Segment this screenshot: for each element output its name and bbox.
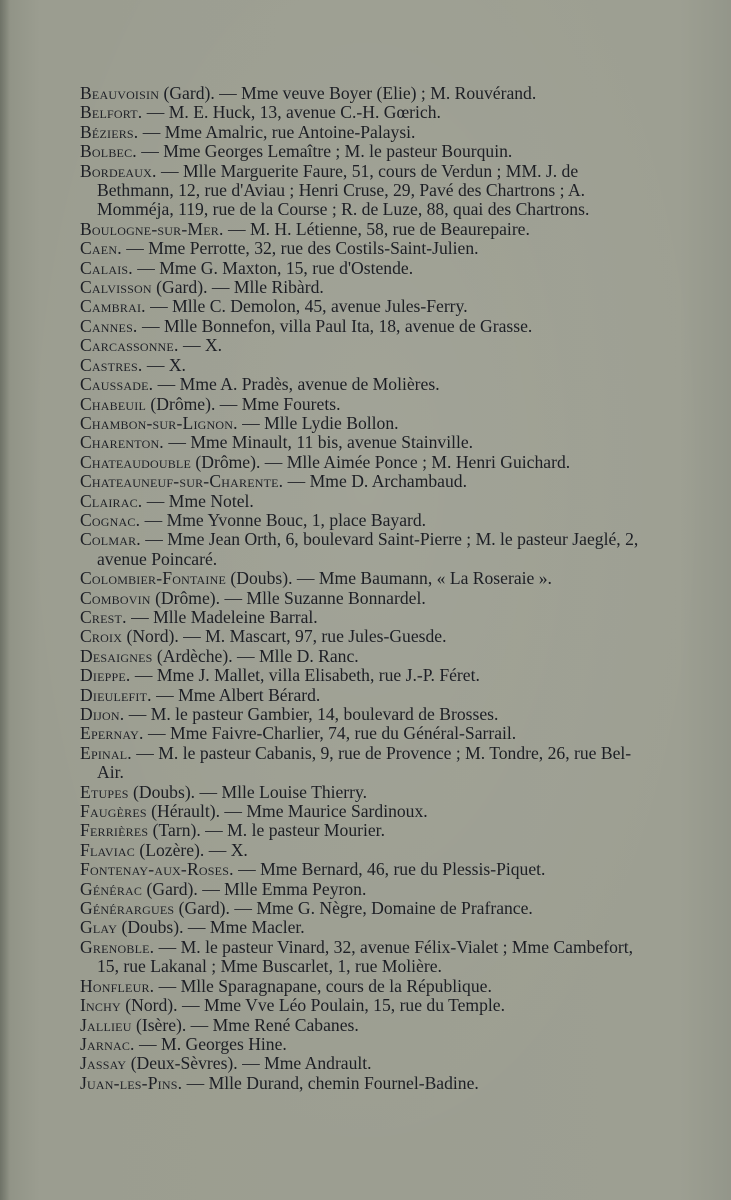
directory-entry	[80, 666, 640, 685]
entry-text: — M. Georges Hine.	[134, 1033, 287, 1054]
entry-text: — Mlle Sparagnapane, cours de la République.	[154, 975, 492, 996]
place-name: Flaviac	[80, 839, 135, 860]
place-name: Caussade.	[80, 374, 154, 395]
directory-entry	[80, 511, 640, 530]
directory-entry	[80, 103, 640, 122]
place-name: Caen.	[80, 238, 122, 259]
entry-text: — Mlle Marguerite Faure, 51, cours de Verdun ; MM. J. de Bethmann, 12, rue d'Aviau ; Henri Cruse, 29, Pavé des Chartrons ; A. Momméja, 119, rue de la Course ; R. de Luze, 88, quai des Chartrons.	[97, 160, 590, 220]
entry-text: (Drôme). — Mlle Suzanne Bonnardel.	[150, 587, 426, 608]
directory-entry	[80, 724, 640, 743]
place-name: Chambon-sur-Lignon.	[80, 412, 238, 433]
place-name: Carcassonne.	[80, 335, 179, 356]
directory-entry	[80, 530, 640, 569]
entry-text: — Mme A. Pradès, avenue de Molières.	[153, 374, 440, 395]
place-name: Jassay	[80, 1053, 127, 1074]
place-name: Calvisson	[80, 277, 152, 298]
entry-text: (Nord). — M. Mascart, 97, rue Jules-Guesde.	[122, 626, 447, 647]
directory-entry	[80, 686, 640, 705]
place-name: Boulogne-sur-Mer.	[80, 218, 224, 239]
entry-text: — Mme Perrotte, 32, rue des Costils-Saint-Julien.	[121, 238, 479, 259]
directory-entry	[80, 395, 640, 414]
place-name: Grenoble.	[80, 936, 155, 957]
entry-text: (Hérault). — Mme Maurice Sardinoux.	[146, 801, 428, 822]
entry-text: (Nord). — Mme Vve Léo Poulain, 15, rue du Temple.	[120, 995, 506, 1016]
entry-text: — M. H. Létienne, 58, rue de Beaurepaire.	[223, 218, 530, 239]
place-name: Chateaudouble	[80, 451, 191, 472]
place-name: Colombier-Fontaine	[80, 568, 227, 589]
directory-entry	[80, 259, 640, 278]
directory-entry	[80, 278, 640, 297]
directory-entry	[80, 627, 640, 646]
entry-text: (Tarn). — M. le pasteur Mourier.	[148, 820, 385, 841]
place-name: Cognac.	[80, 509, 141, 530]
place-name: Cambrai.	[80, 296, 146, 317]
directory-entry	[80, 802, 640, 821]
entry-text: — Mme Bernard, 46, rue du Plessis-Piquet.	[233, 859, 546, 880]
place-name: Béziers.	[80, 121, 139, 142]
entry-text: — Mlle C. Demolon, 45, avenue Jules-Ferry.	[145, 296, 468, 317]
entry-text: — Mlle Lydie Bollon.	[237, 412, 399, 433]
directory-entry	[80, 220, 640, 239]
directory-entry	[80, 860, 640, 879]
place-name: Castres.	[80, 354, 143, 375]
place-name: Desaignes	[80, 645, 153, 666]
place-name: Epinal.	[80, 742, 132, 763]
directory-entry	[80, 899, 640, 918]
directory-entry	[80, 821, 640, 840]
entry-text: (Gard). — Mlle Ribàrd.	[151, 277, 324, 298]
directory-entry	[80, 841, 640, 860]
place-name: Juan-les-Pins.	[80, 1072, 183, 1093]
place-name: Bordeaux.	[80, 160, 157, 181]
directory-entry	[80, 918, 640, 937]
directory-entry	[80, 84, 640, 103]
entry-text: — Mme G. Maxton, 15, rue d'Ostende.	[132, 257, 414, 278]
entry-text: — Mme Albert Bérard.	[151, 684, 321, 705]
entry-text: — X.	[142, 354, 186, 375]
entry-text: (Drôme). — Mme Fourets.	[146, 393, 341, 414]
directory-entry	[80, 375, 640, 394]
directory-entry	[80, 608, 640, 627]
directory-entry	[80, 239, 640, 258]
directory-entry	[80, 492, 640, 511]
entry-text: — Mlle Bonnefon, villa Paul Ita, 18, avenue de Grasse.	[137, 315, 533, 336]
directory-entry	[80, 647, 640, 666]
entry-text: — Mme Amalric, rue Antoine-Palaysi.	[138, 121, 416, 142]
directory-entry	[80, 414, 640, 433]
entry-text: (Doubs). — Mme Macler.	[117, 917, 305, 938]
place-name: Calais.	[80, 257, 133, 278]
entry-text: — Mme Faivre-Charlier, 74, rue du Général-Sarrail.	[143, 723, 517, 744]
entry-text: (Isère). — Mme René Cabanes.	[131, 1014, 359, 1035]
entry-text: — Mme Notel.	[142, 490, 254, 511]
directory-list	[80, 84, 640, 1093]
directory-entry	[80, 1054, 640, 1073]
place-name: Crest.	[80, 606, 127, 627]
page-edge-shadow	[0, 0, 10, 1200]
place-name: Belfort.	[80, 102, 143, 123]
directory-entry	[80, 1016, 640, 1035]
directory-entry	[80, 589, 640, 608]
place-name: Clairac.	[80, 490, 143, 511]
entry-text: — M. le pasteur Gambier, 14, boulevard de Brosses.	[124, 704, 499, 724]
directory-entry	[80, 783, 640, 802]
directory-entry	[80, 317, 640, 336]
place-name: Colmar.	[80, 529, 141, 550]
place-name: Croix	[80, 626, 123, 647]
directory-entry	[80, 880, 640, 899]
place-name: Honfleur.	[80, 975, 155, 996]
place-name: Bolbec.	[80, 141, 137, 162]
entry-text: — Mlle Durand, chemin Fournel-Badine.	[182, 1072, 479, 1093]
directory-entry	[80, 569, 640, 588]
place-name: Combovin	[80, 587, 151, 608]
place-name: Chateauneuf-sur-Charente.	[80, 471, 284, 492]
entry-text: — M. le pasteur Cabanis, 9, rue de Provence ; M. Tondre, 26, rue Bel-Air.	[97, 742, 632, 783]
place-name: Jallieu	[80, 1014, 132, 1035]
directory-entry	[80, 744, 640, 783]
directory-entry	[80, 162, 640, 220]
place-name: Dieulefit.	[80, 684, 152, 705]
place-name: Epernay.	[80, 723, 144, 744]
entry-text: — Mme Jean Orth, 6, boulevard Saint-Pierre ; M. le pasteur Jaeglé, 2, avenue Poincaré.	[97, 529, 639, 569]
entry-text: — Mme J. Mallet, villa Elisabeth, rue J.-P. Féret.	[130, 665, 480, 686]
place-name: Glay	[80, 917, 118, 938]
place-name: Chabeuil	[80, 393, 146, 414]
directory-entry	[80, 705, 640, 724]
entry-text: (Lozère). — X.	[134, 839, 248, 860]
directory-entry	[80, 938, 640, 977]
entry-text: — Mme D. Archambaud.	[283, 471, 467, 492]
entry-text: — Mlle Madeleine Barral.	[126, 606, 318, 627]
directory-entry	[80, 297, 640, 316]
entry-text: (Doubs). — Mlle Louise Thierry.	[128, 781, 368, 802]
place-name: Générac	[80, 878, 143, 899]
directory-entry	[80, 472, 640, 491]
directory-entry	[80, 453, 640, 472]
directory-entry	[80, 142, 640, 161]
entry-text: — Mme Georges Lemaître ; M. le pasteur Bourquin.	[136, 141, 513, 162]
entry-text: (Gard). — Mlle Emma Peyron.	[142, 878, 367, 899]
entry-text: — Mme Yvonne Bouc, 1, place Bayard.	[140, 509, 427, 530]
entry-text: (Doubs). — Mme Baumann, « La Roseraie ».	[226, 568, 552, 589]
entry-text: — M. le pasteur Vinard, 32, avenue Félix-Vialet ; Mme Cambefort, 15, rue Lakanal ; Mme Buscarlet, 1, rue Molière.	[97, 936, 634, 977]
entry-text: — X.	[178, 335, 223, 356]
place-name: Faugères	[80, 801, 147, 822]
place-name: Beauvoisin	[80, 83, 160, 103]
directory-entry	[80, 336, 640, 355]
directory-entry	[80, 1035, 640, 1054]
place-name: Jarnac.	[80, 1033, 135, 1054]
place-name: Dieppe.	[80, 665, 131, 686]
entry-text: (Gard). — Mme veuve Boyer (Elie) ; M. Rouvérand.	[159, 83, 537, 103]
place-name: Cannes.	[80, 315, 138, 336]
place-name: Inchy	[80, 995, 121, 1016]
place-name: Ferrières	[80, 820, 149, 841]
place-name: Générargues	[80, 898, 175, 919]
directory-entry	[80, 977, 640, 996]
place-name: Fontenay-aux-Roses.	[80, 859, 234, 880]
directory-entry	[80, 123, 640, 142]
place-name: Charenton.	[80, 432, 164, 453]
entry-text: (Gard). — Mme G. Nègre, Domaine de Prafrance.	[174, 898, 533, 919]
place-name: Etupes	[80, 781, 129, 802]
entry-text: — Mme Minault, 11 bis, avenue Stainville.	[163, 432, 474, 453]
entry-text: — M. E. Huck, 13, avenue C.-H. Gœrich.	[142, 102, 441, 123]
place-name: Dijon.	[80, 704, 125, 724]
entry-text: (Drôme). — Mlle Aimée Ponce ; M. Henri Guichard.	[191, 451, 571, 472]
entry-text: (Ardèche). — Mlle D. Ranc.	[152, 645, 359, 666]
directory-entry	[80, 1074, 640, 1093]
directory-entry	[80, 356, 640, 375]
directory-entry	[80, 433, 640, 452]
directory-entry	[80, 996, 640, 1015]
entry-text: (Deux-Sèvres). — Mme Andrault.	[126, 1053, 372, 1074]
